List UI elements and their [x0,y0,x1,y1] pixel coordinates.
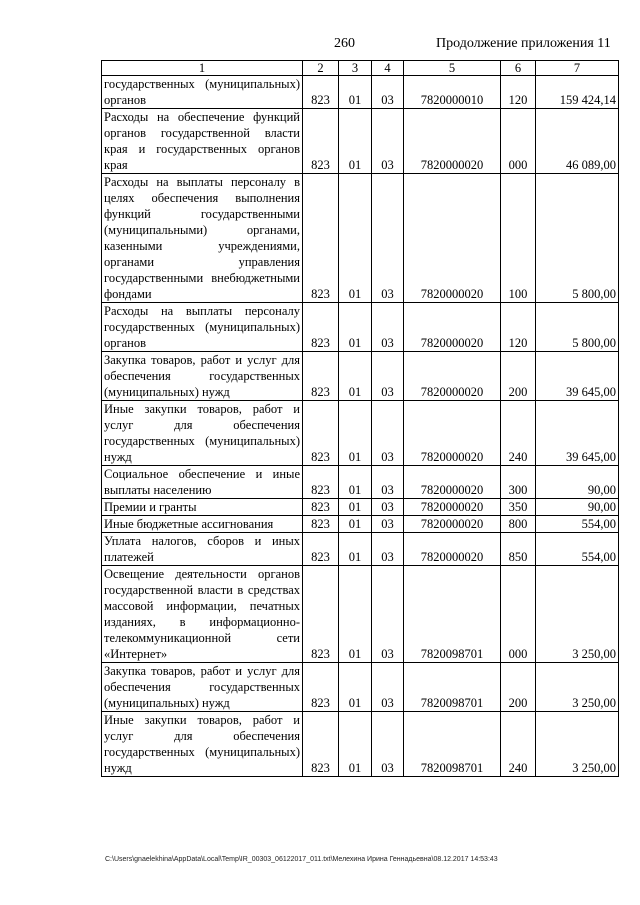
subsection-code: 03 [372,499,404,516]
table-row [102,712,619,777]
expense-description: Расходы на обеспечение функций органов государственной власти края и государственных органов края [102,109,303,174]
expense-description: Иные бюджетные ассигнования [102,516,303,533]
expense-description: Освещение деятельности органов государственной власти в средствах массовой информации, печатных изданиях, в информационно-телекоммуникационной сети «Интернет» [102,566,303,663]
section-code: 01 [339,76,372,109]
target-item-code: 7820000020 [404,466,501,499]
column-number: 3 [339,61,372,76]
section-code: 01 [339,712,372,777]
amount: 90,00 [536,499,619,516]
target-item-code: 7820000020 [404,303,501,352]
expense-type-code: 800 [501,516,536,533]
ministry-code: 823 [303,303,339,352]
subsection-code: 03 [372,109,404,174]
target-item-code: 7820000020 [404,109,501,174]
expense-description: Иные закупки товаров, работ и услуг для обеспечения государственных (муниципальных) нужд [102,712,303,777]
subsection-code: 03 [372,352,404,401]
ministry-code: 823 [303,533,339,566]
target-item-code: 7820098701 [404,712,501,777]
table-row [102,516,619,533]
file-path-footer: C:\Users\gnaelekhina\AppData\Local\Temp\IR_00303_06122017_011.txt\Мелехина Ирина Геннадьевна\08.12.2017 14:53:43 [105,856,498,863]
column-number: 2 [303,61,339,76]
amount: 3 250,00 [536,712,619,777]
subsection-code: 03 [372,663,404,712]
subsection-code: 03 [372,303,404,352]
section-code: 01 [339,499,372,516]
expense-type-code: 240 [501,401,536,466]
budget-table [101,60,619,777]
target-item-code: 7820000020 [404,401,501,466]
ministry-code: 823 [303,566,339,663]
column-number: 1 [102,61,303,76]
ministry-code: 823 [303,499,339,516]
budget-table-body [102,61,619,777]
section-code: 01 [339,663,372,712]
expense-description: Закупка товаров, работ и услуг для обеспечения государственных (муниципальных) нужд [102,663,303,712]
subsection-code: 03 [372,712,404,777]
expense-type-code: 120 [501,76,536,109]
ministry-code: 823 [303,712,339,777]
expense-type-code: 350 [501,499,536,516]
ministry-code: 823 [303,401,339,466]
subsection-code: 03 [372,516,404,533]
expense-description: Иные закупки товаров, работ и услуг для обеспечения государственных (муниципальных) нужд [102,401,303,466]
table-row [102,303,619,352]
column-number: 6 [501,61,536,76]
table-row [102,401,619,466]
expense-type-code: 850 [501,533,536,566]
amount: 554,00 [536,533,619,566]
amount: 5 800,00 [536,174,619,303]
expense-description: Социальное обеспечение и иные выплаты населению [102,466,303,499]
amount: 39 645,00 [536,352,619,401]
target-item-code: 7820000020 [404,352,501,401]
section-code: 01 [339,352,372,401]
amount: 554,00 [536,516,619,533]
ministry-code: 823 [303,76,339,109]
section-code: 01 [339,466,372,499]
subsection-code: 03 [372,566,404,663]
section-code: 01 [339,533,372,566]
target-item-code: 7820000020 [404,516,501,533]
target-item-code: 7820000020 [404,533,501,566]
table-row [102,663,619,712]
amount: 3 250,00 [536,663,619,712]
target-item-code: 7820000020 [404,499,501,516]
table-row [102,533,619,566]
ministry-code: 823 [303,174,339,303]
ministry-code: 823 [303,516,339,533]
page-header [0,36,640,56]
table-row [102,499,619,516]
ministry-code: 823 [303,466,339,499]
section-code: 01 [339,401,372,466]
section-code: 01 [339,303,372,352]
table-row [102,466,619,499]
subsection-code: 03 [372,533,404,566]
amount: 46 089,00 [536,109,619,174]
ministry-code: 823 [303,352,339,401]
amount: 159 424,14 [536,76,619,109]
expense-type-code: 300 [501,466,536,499]
amount: 5 800,00 [536,303,619,352]
table-row [102,109,619,174]
section-code: 01 [339,174,372,303]
target-item-code: 7820098701 [404,663,501,712]
target-item-code: 7820098701 [404,566,501,663]
table-row [102,352,619,401]
section-code: 01 [339,516,372,533]
expense-type-code: 200 [501,663,536,712]
section-code: 01 [339,566,372,663]
target-item-code: 7820000020 [404,174,501,303]
ministry-code: 823 [303,109,339,174]
subsection-code: 03 [372,466,404,499]
ministry-code: 823 [303,663,339,712]
column-numbers-row [102,61,619,76]
expense-type-code: 000 [501,109,536,174]
subsection-code: 03 [372,76,404,109]
page-number: 260 [334,36,355,51]
expense-description: Премии и гранты [102,499,303,516]
amount: 3 250,00 [536,566,619,663]
subsection-code: 03 [372,401,404,466]
expense-description: Уплата налогов, сборов и иных платежей [102,533,303,566]
expense-description: государственных (муниципальных) органов [102,76,303,109]
expense-type-code: 120 [501,303,536,352]
expense-type-code: 240 [501,712,536,777]
appendix-continuation-note: Продолжение приложения 11 [436,36,611,51]
table-row [102,76,619,109]
amount: 90,00 [536,466,619,499]
table-row [102,566,619,663]
target-item-code: 7820000010 [404,76,501,109]
expense-description: Расходы на выплаты персоналу государственных (муниципальных) органов [102,303,303,352]
expense-type-code: 100 [501,174,536,303]
column-number: 4 [372,61,404,76]
expense-type-code: 000 [501,566,536,663]
table-row [102,174,619,303]
column-number: 5 [404,61,501,76]
amount: 39 645,00 [536,401,619,466]
expense-description: Расходы на выплаты персоналу в целях обеспечения выполнения функций государственными (муниципальными) органами, казенными учреждениями, органами управления государственными внебюджетными фондами [102,174,303,303]
expense-type-code: 200 [501,352,536,401]
expense-description: Закупка товаров, работ и услуг для обеспечения государственных (муниципальных) нужд [102,352,303,401]
section-code: 01 [339,109,372,174]
subsection-code: 03 [372,174,404,303]
column-number: 7 [536,61,619,76]
